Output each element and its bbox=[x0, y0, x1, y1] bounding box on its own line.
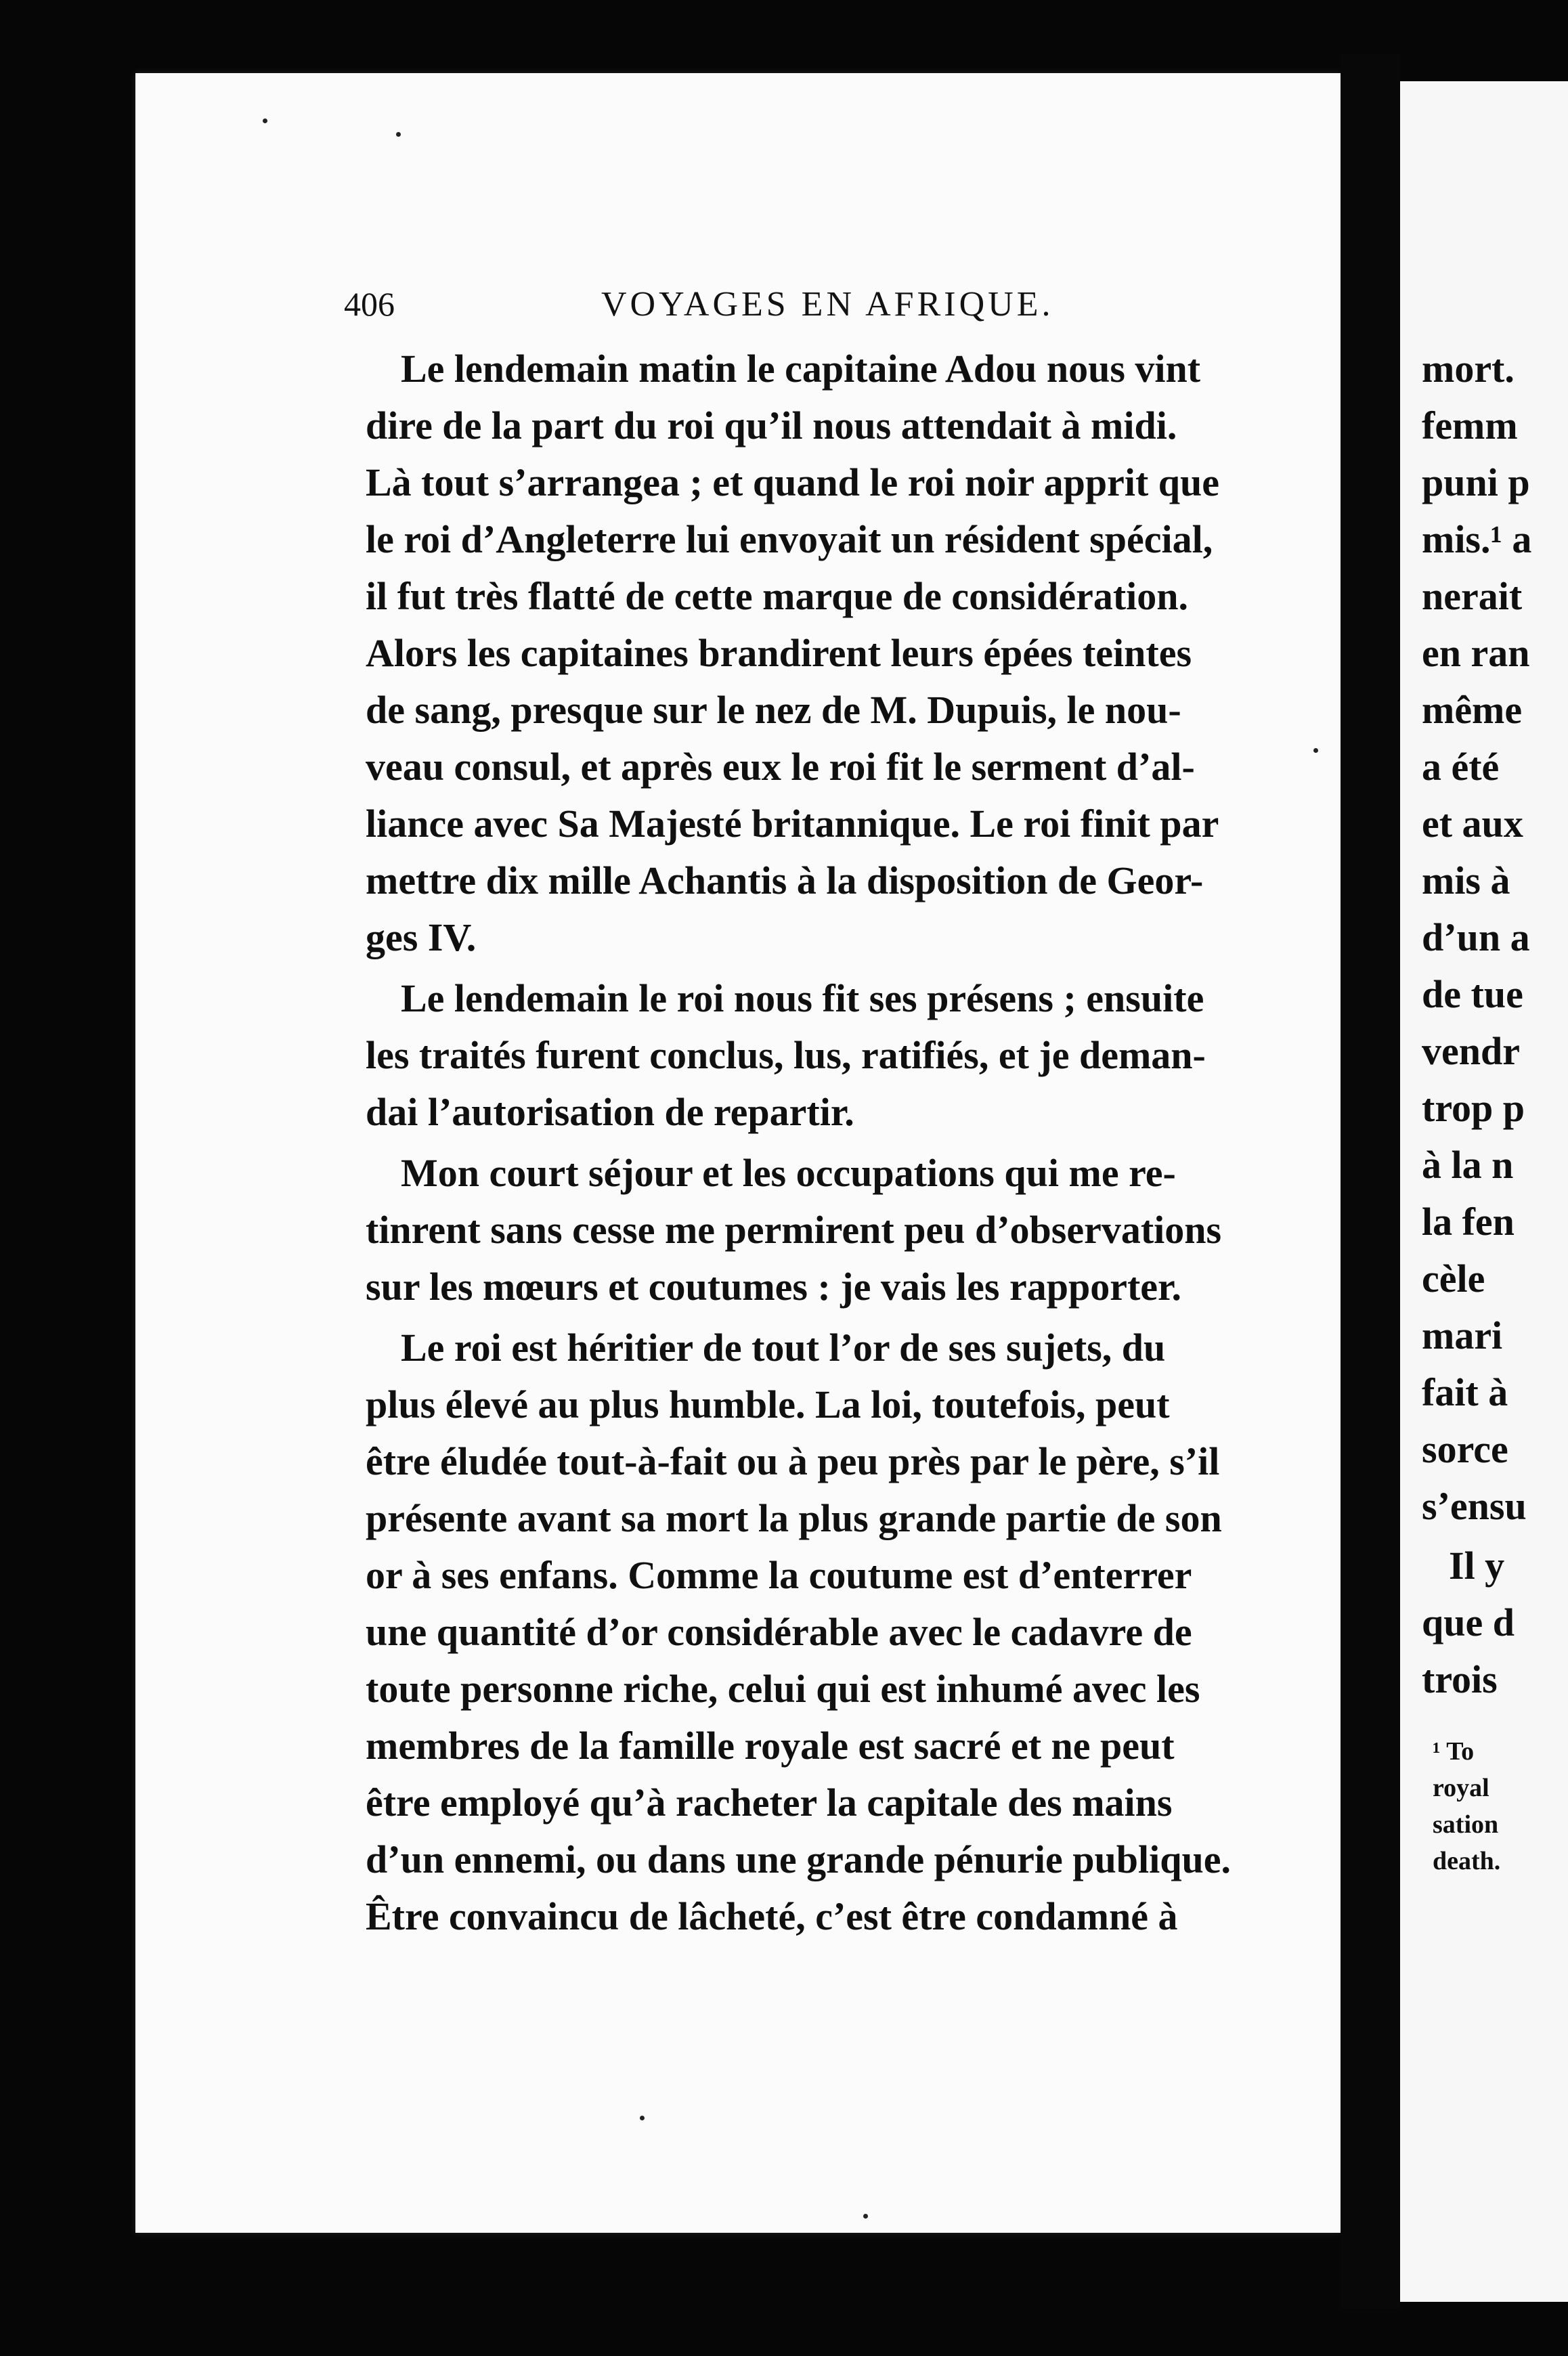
text-line: les traités furent conclus, lus, ratifiés, et je deman- bbox=[366, 1033, 1206, 1077]
text-line: Là tout s’arrangea ; et quand le roi noir apprit que bbox=[366, 460, 1220, 504]
scan-speck bbox=[396, 132, 401, 137]
facing-footnote-line: death. bbox=[1433, 1847, 1501, 1875]
text-line: ges IV. bbox=[366, 915, 477, 959]
scan-speck bbox=[263, 118, 267, 123]
facing-text-line: même bbox=[1422, 688, 1523, 732]
facing-footnote-line: ¹ To bbox=[1433, 1737, 1475, 1766]
text-line: dai l’autorisation de repartir. bbox=[366, 1090, 854, 1134]
text-line: sur les mœurs et coutumes : je vais les rapporter. bbox=[366, 1265, 1181, 1309]
text-line: tinrent sans cesse me permirent peu d’observations bbox=[366, 1208, 1222, 1252]
text-line: être éludée tout-à-fait ou à peu près par le père, s’il bbox=[366, 1439, 1220, 1483]
page-header bbox=[344, 284, 1089, 332]
text-line: une quantité d’or considérable avec le cadavre de bbox=[366, 1610, 1192, 1654]
book-gutter bbox=[1341, 54, 1400, 2309]
page-number: 406 bbox=[344, 285, 395, 323]
text-line: le roi d’Angleterre lui envoyait un résident spécial, bbox=[366, 517, 1213, 561]
text-line: dire de la part du roi qu’il nous attendait à midi. bbox=[366, 403, 1177, 448]
text-line: Mon court séjour et les occupations qui me re- bbox=[401, 1151, 1176, 1195]
facing-text-line: vendr bbox=[1422, 1029, 1520, 1073]
facing-text-line: sorce bbox=[1422, 1427, 1508, 1471]
facing-footnote-line: sation bbox=[1433, 1810, 1499, 1839]
facing-text-line: puni p bbox=[1422, 460, 1530, 504]
text-line: veau consul, et après eux le roi fit le serment d’al- bbox=[366, 745, 1195, 789]
facing-text-line: nerait bbox=[1422, 574, 1523, 618]
text-line: il fut très flatté de cette marque de considération. bbox=[366, 574, 1189, 618]
text-line: d’un ennemi, ou dans une grande pénurie publique. bbox=[366, 1837, 1231, 1881]
scan-speck bbox=[1313, 748, 1318, 753]
text-line: Alors les capitaines brandirent leurs épées teintes bbox=[366, 631, 1192, 675]
facing-text-line: s’ensu bbox=[1422, 1484, 1527, 1528]
facing-text-line: mis.¹ a bbox=[1422, 517, 1532, 561]
facing-text-line: et aux bbox=[1422, 802, 1523, 846]
text-line: être employé qu’à racheter la capitale des mains bbox=[366, 1781, 1173, 1825]
text-line: Le lendemain matin le capitaine Adou nous vint bbox=[401, 347, 1201, 391]
facing-text-line: que d bbox=[1422, 1600, 1515, 1644]
facing-text-line: trop p bbox=[1422, 1086, 1525, 1130]
facing-text-line: trois bbox=[1422, 1657, 1498, 1701]
text-line: plus élevé au plus humble. La loi, toutefois, peut bbox=[366, 1382, 1170, 1426]
facing-footnote-line: royal bbox=[1433, 1774, 1489, 1802]
facing-text-line: d’un a bbox=[1422, 915, 1530, 959]
facing-text-line: cèle bbox=[1422, 1257, 1485, 1301]
scan-speck bbox=[863, 2214, 868, 2219]
scan-speck bbox=[640, 2116, 645, 2120]
text-line: or à ses enfans. Comme la coutume est d’enterrer bbox=[366, 1553, 1192, 1597]
text-line: de sang, presque sur le nez de M. Dupuis, le nou- bbox=[366, 688, 1181, 732]
text-line: mettre dix mille Achantis à la disposition de Geor- bbox=[366, 858, 1204, 902]
running-title: VOYAGES EN AFRIQUE. bbox=[601, 285, 1054, 324]
text-line: présente avant sa mort la plus grande partie de son bbox=[366, 1496, 1222, 1540]
text-line: toute personne riche, celui qui est inhumé avec les bbox=[366, 1667, 1200, 1711]
facing-text-line: de tue bbox=[1422, 972, 1523, 1016]
body-text bbox=[366, 342, 1273, 2001]
text-line: Le roi est héritier de tout l’or de ses sujets, du bbox=[401, 1326, 1166, 1370]
facing-text-line: mort. bbox=[1422, 347, 1515, 391]
facing-text-line: la fen bbox=[1422, 1200, 1515, 1244]
facing-text-line: a été bbox=[1422, 745, 1500, 789]
facing-text-line: en ran bbox=[1422, 631, 1530, 675]
text-line: membres de la famille royale est sacré et ne peut bbox=[366, 1724, 1175, 1768]
facing-text-line: fait à bbox=[1422, 1370, 1508, 1414]
text-line: Être convaincu de lâcheté, c’est être condamné à bbox=[366, 1894, 1178, 1938]
text-line: Le lendemain le roi nous fit ses présens ; ensuite bbox=[401, 976, 1204, 1020]
facing-text-line: mis à bbox=[1422, 858, 1510, 902]
facing-text-line: à la n bbox=[1422, 1143, 1514, 1187]
facing-text-line: Il y bbox=[1449, 1544, 1505, 1588]
facing-text-line: mari bbox=[1422, 1313, 1503, 1357]
facing-text-line: femm bbox=[1422, 403, 1518, 448]
text-line: liance avec Sa Majesté britannique. Le roi finit par bbox=[366, 802, 1219, 846]
